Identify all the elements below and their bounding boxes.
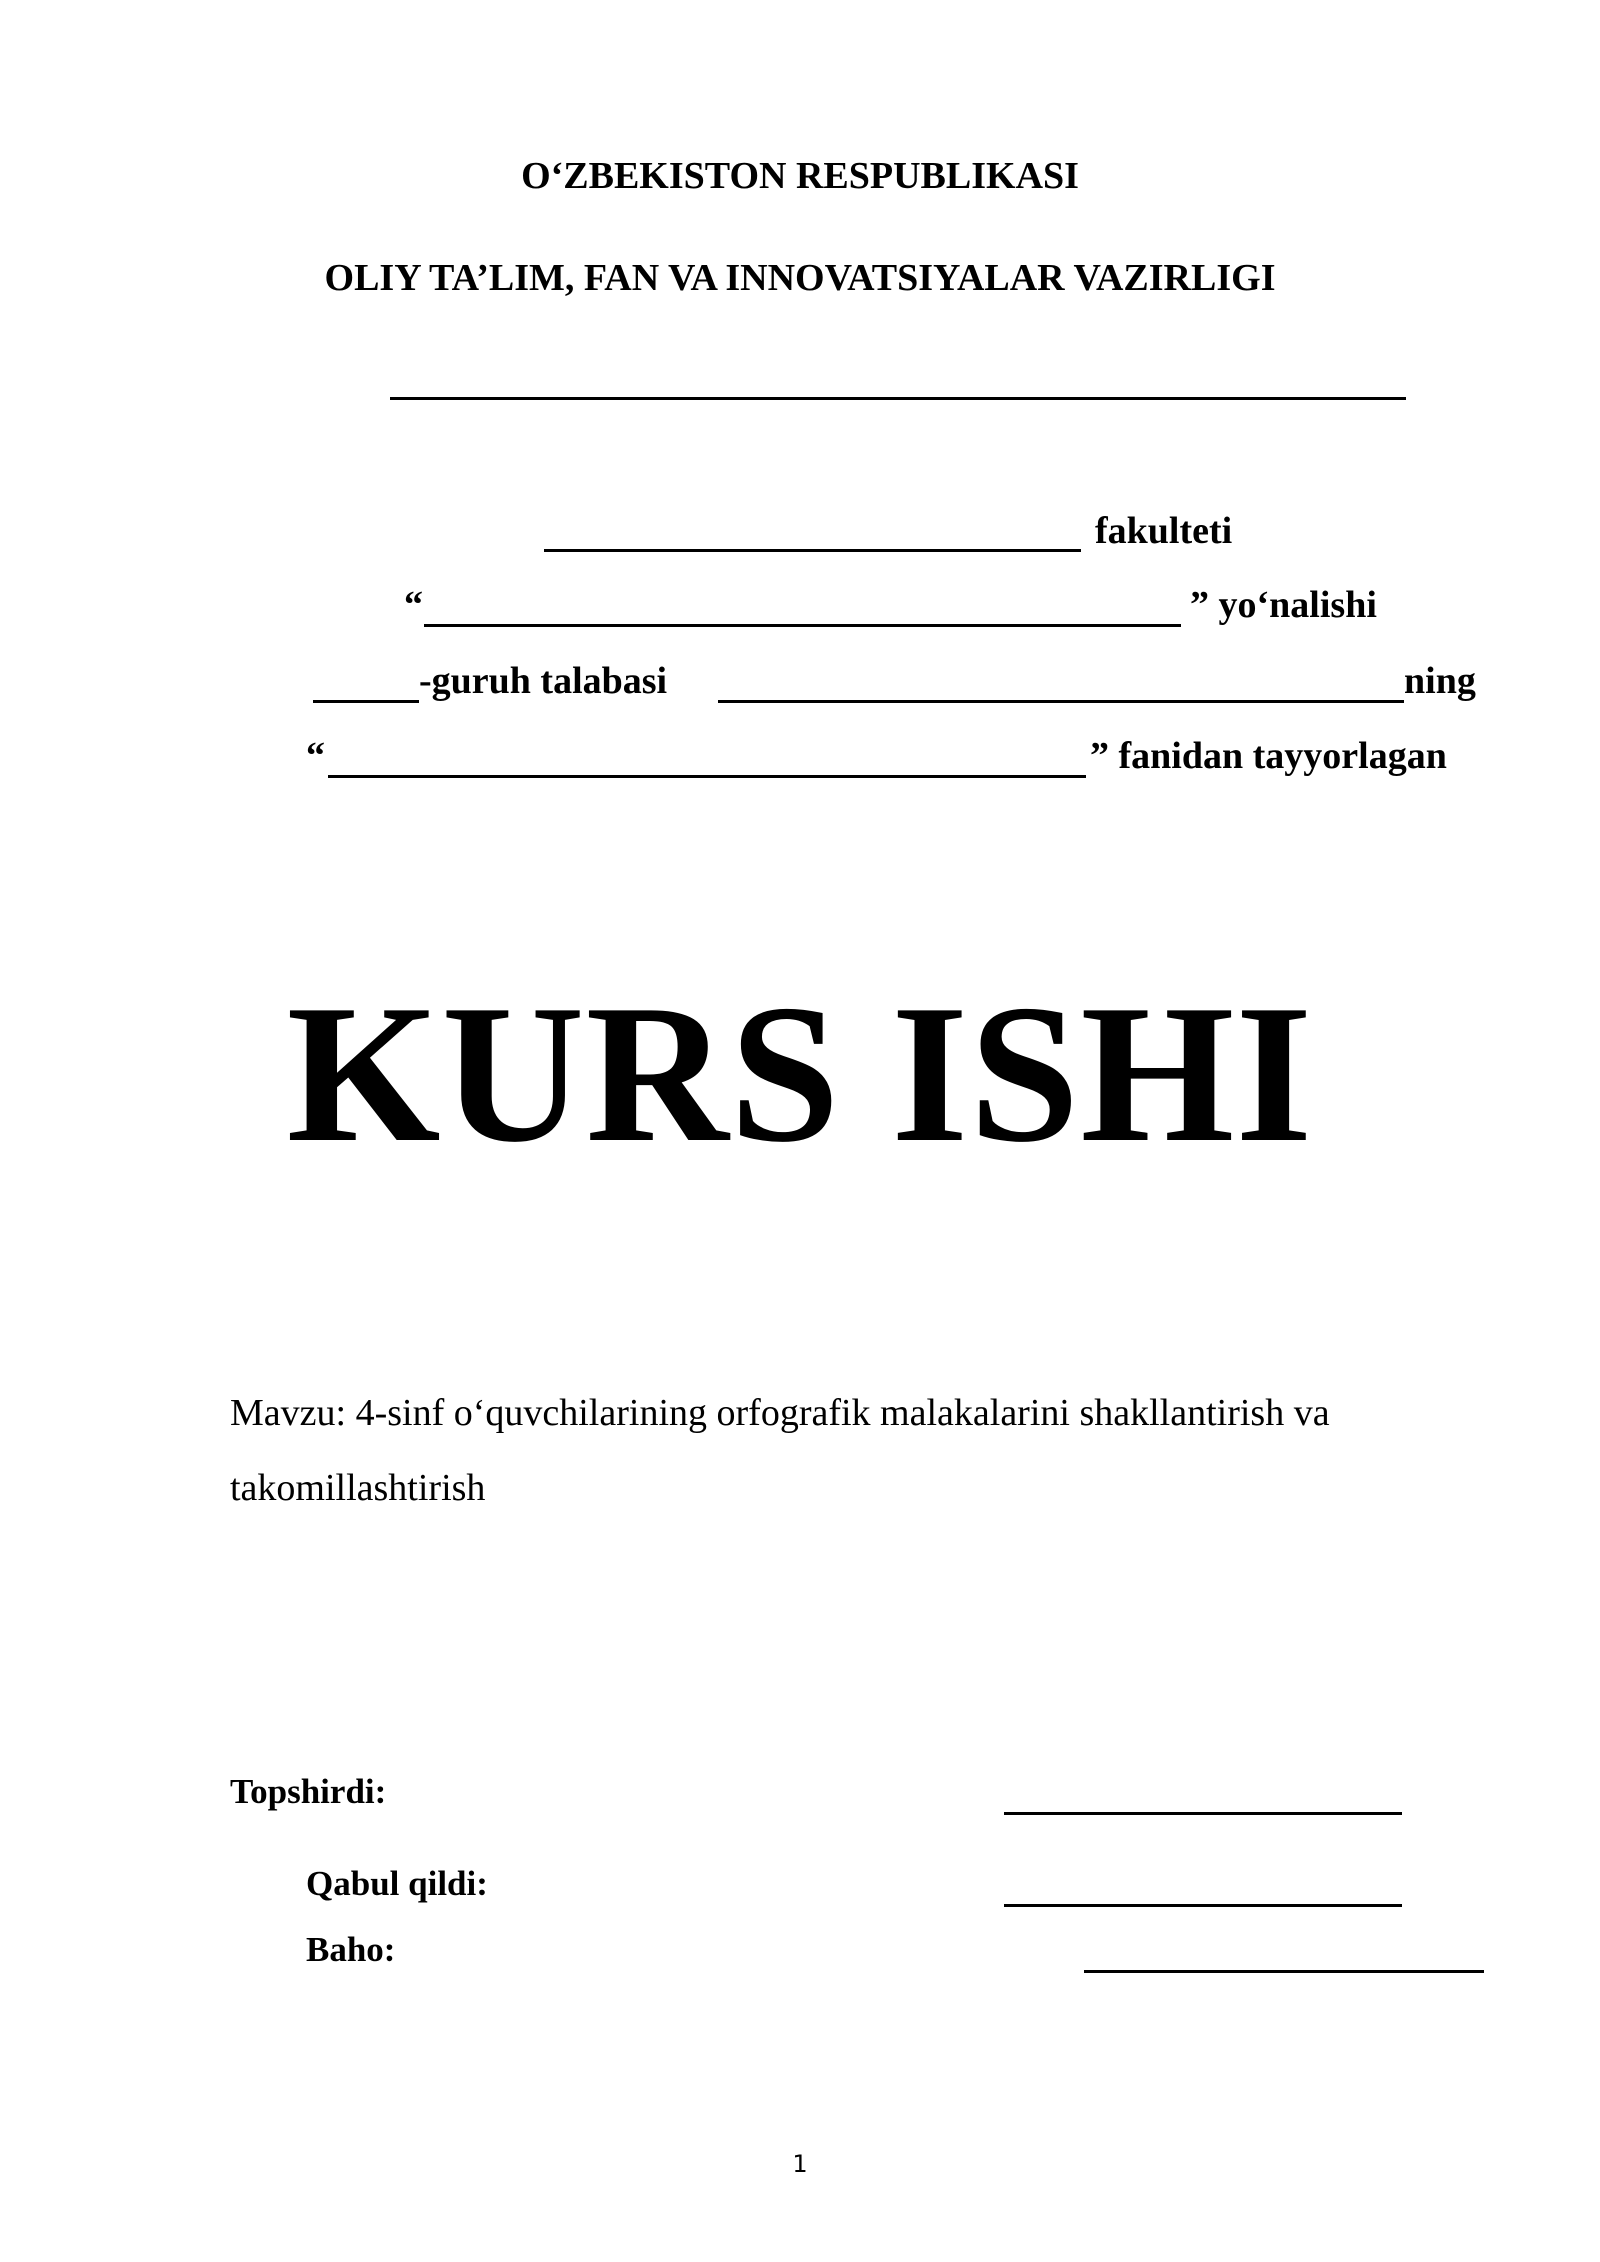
subject-blank-line [328,775,1086,778]
direction-blank-line [424,624,1181,627]
accepted-label: Qabul qildi: [306,1864,488,1903]
topic-line-1: Mavzu: 4-sinf o‘quvchilarining orfografik malakalarini shakllantirish va [230,1392,1330,1434]
grade-label: Baho: [306,1930,396,1969]
student-blank-line [718,700,1404,703]
grade-blank-line [1084,1970,1484,1973]
direction-open-quote: “ [404,584,423,626]
topic-line-2: takomillashtirish [230,1467,486,1509]
document-title: KURS ISHI [286,964,1314,1183]
subject-open-quote: “ [306,735,325,777]
country-heading: O‘ZBEKISTON RESPUBLIKASI [521,155,1079,197]
group-blank-line [313,700,419,703]
subject-label: ” fanidan tayyorlagan [1090,735,1447,777]
submitted-blank-line [1004,1812,1402,1815]
direction-label: ” yo‘nalishi [1190,584,1377,626]
page-number: 1 [792,2150,808,2178]
group-label: -guruh talabasi [419,660,668,702]
university-blank-line [390,397,1406,400]
ministry-heading: OLIY TA’LIM, FAN VA INNOVATSIYALAR VAZIRLIGI [324,257,1276,299]
accepted-blank-line [1004,1904,1402,1907]
faculty-label: fakulteti [1095,510,1233,552]
student-label: ning [1404,660,1476,702]
faculty-blank-line [544,549,1081,552]
submitted-label: Topshirdi: [230,1772,387,1811]
